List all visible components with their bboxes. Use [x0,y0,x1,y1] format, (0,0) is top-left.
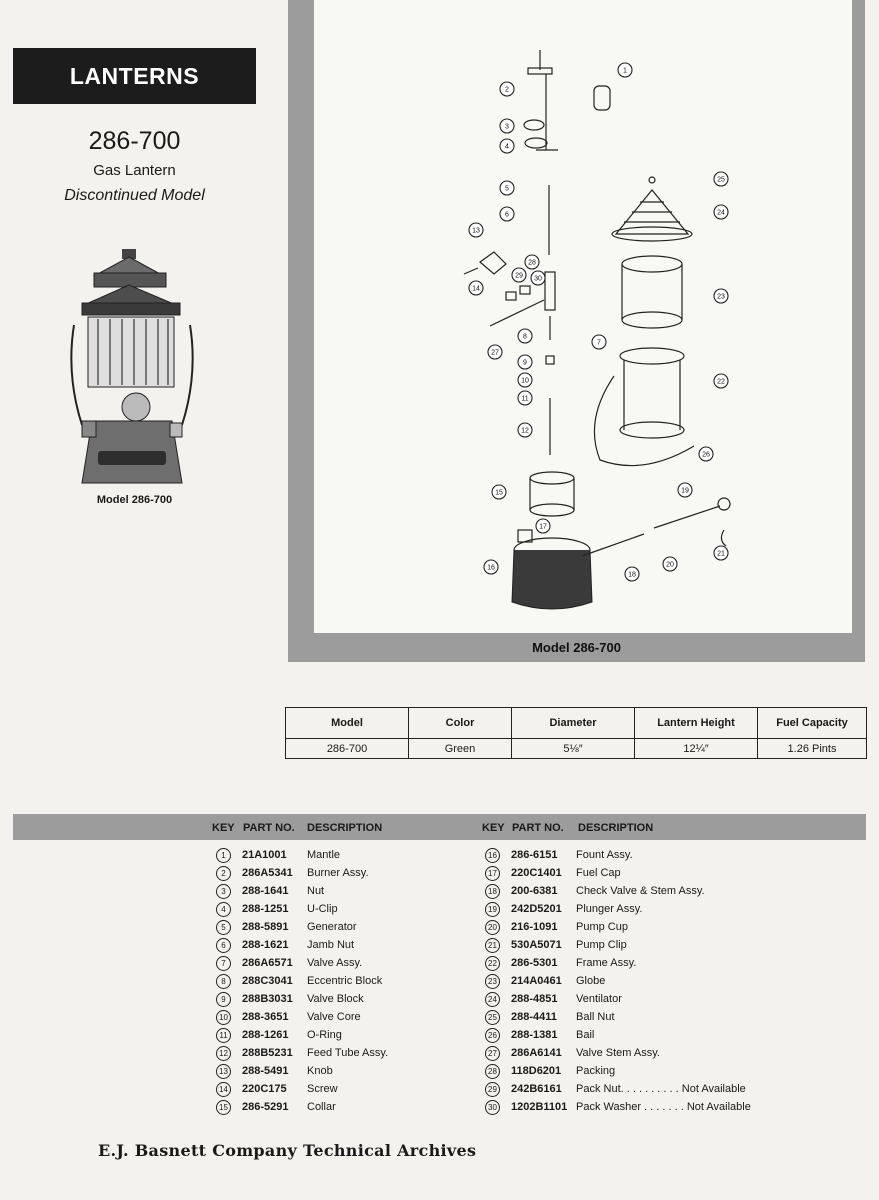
exploded-view-drawing [314,0,852,633]
part-key: 4 [216,902,231,917]
section-banner: LANTERNS [13,48,256,104]
part-key: 25 [485,1010,500,1025]
part-number: 286-5291 [242,1101,289,1113]
callout-29-number: 29 [515,272,523,280]
callout-7-number: 7 [597,339,601,347]
parts-header-key-left: KEY [212,822,235,834]
part-description: Bail [576,1029,595,1041]
specs-header-diameter: Diameter [512,708,635,739]
archive-credit: E.J. Basnett Company Technical Archives [98,1141,477,1160]
part-key: 8 [216,974,231,989]
callout-19-number: 19 [681,487,689,495]
callout-28-number: 28 [528,259,536,267]
callout-11-number: 11 [521,395,529,403]
part-number: 220C175 [242,1083,287,1095]
part-number: 288-3651 [242,1011,289,1023]
callout-3-number: 3 [505,123,509,131]
specs-header-row [286,708,867,739]
part-key: 21 [485,938,500,953]
callout-labels [469,63,728,581]
part-key: 5 [216,920,231,935]
part-row [485,936,825,954]
callout-27-number: 27 [491,349,499,357]
parts-header-bar [13,814,866,840]
model-number: 286-700 [88,127,181,155]
part-number: 216-1091 [511,921,558,933]
part-number: 214A0461 [511,975,562,987]
part-row [485,1044,825,1062]
part-number: 242D5201 [511,903,562,915]
specs-row [286,739,867,759]
parts-diagram-frame [288,0,865,662]
part-row [485,1080,825,1098]
part-description: Screw [307,1083,338,1095]
part-key: 9 [216,992,231,1007]
callout-10-number: 10 [521,377,529,385]
part-number: 288-5491 [242,1065,289,1077]
parts-diagram [314,0,852,633]
part-description: Pack Nut. . . . . . . . . . Not Available [576,1083,746,1095]
callout-20-number: 20 [666,561,674,569]
part-row [485,972,825,990]
callout-14-number: 14 [472,285,480,293]
callout-18-number: 18 [628,571,636,579]
parts-header-partno-right: PART NO. [512,822,564,834]
specs-capacity: 1.26 Pints [758,739,867,759]
part-description: Ventilator [576,993,622,1005]
part-number: 288-5891 [242,921,289,933]
callout-16-number: 16 [487,564,495,572]
part-row [485,864,825,882]
part-number: 288-1251 [242,903,289,915]
part-key: 22 [485,956,500,971]
part-row [485,1008,825,1026]
diagram-caption: Model 286-700 [532,640,621,655]
part-number: 286-5301 [511,957,558,969]
part-description: Generator [307,921,357,933]
lantern-caption: Model 286-700 [96,494,173,506]
part-description: Pump Cup [576,921,628,933]
specs-header-color: Color [409,708,512,739]
part-number: 286-6151 [511,849,558,861]
parts-header-desc-right: DESCRIPTION [578,822,654,834]
part-number: 288-1621 [242,939,289,951]
part-key: 3 [216,884,231,899]
part-description: Frame Assy. [576,957,637,969]
parts-header-desc-left: DESCRIPTION [307,822,383,834]
part-row [485,954,825,972]
part-description: Feed Tube Assy. [307,1047,389,1059]
part-number: 286A6571 [242,957,293,969]
part-number: 220C1401 [511,867,562,879]
part-description: Pump Clip [576,939,627,951]
lantern-illustration [62,245,202,495]
part-key: 11 [216,1028,231,1043]
part-number: 288B3031 [242,993,293,1005]
part-key: 12 [216,1046,231,1061]
callout-5-number: 5 [505,185,509,193]
part-key: 20 [485,920,500,935]
part-number: 288-1641 [242,885,289,897]
part-key: 7 [216,956,231,971]
callout-4-number: 4 [505,143,509,151]
part-description: O-Ring [307,1029,342,1041]
part-row [485,918,825,936]
part-key: 28 [485,1064,500,1079]
part-key: 13 [216,1064,231,1079]
callout-2-number: 2 [505,86,509,94]
part-key: 23 [485,974,500,989]
part-description: Fount Assy. [576,849,633,861]
callout-12-number: 12 [521,427,529,435]
part-key: 18 [485,884,500,899]
part-row [485,1098,825,1116]
callout-24-number: 24 [717,209,725,217]
callout-26-number: 26 [702,451,710,459]
part-description: Valve Stem Assy. [576,1047,660,1059]
parts-header-partno-left: PART NO. [243,822,295,834]
part-description: Valve Assy. [307,957,363,969]
part-key: 17 [485,866,500,881]
part-number: 288-4851 [511,993,558,1005]
part-key: 16 [485,848,500,863]
part-number: 530A5071 [511,939,562,951]
part-key: 6 [216,938,231,953]
part-key: 19 [485,902,500,917]
part-number: 1202B1101 [511,1101,568,1113]
part-row [485,846,825,864]
callout-6-number: 6 [505,211,509,219]
part-row [485,990,825,1008]
part-key: 14 [216,1082,231,1097]
part-number: 288-1261 [242,1029,289,1041]
specs-header-model: Model [286,708,409,739]
model-status: Discontinued Model [64,187,205,204]
part-description: Globe [576,975,606,987]
part-description: Nut [307,885,325,897]
part-description: Knob [307,1065,333,1077]
part-key: 15 [216,1100,231,1115]
part-number: 21A1001 [242,849,287,861]
model-type: Gas Lantern [93,162,176,179]
part-description: Packing [576,1065,616,1077]
part-description: Valve Core [307,1011,361,1023]
part-key: 27 [485,1046,500,1061]
callout-21-number: 21 [717,550,725,558]
specs-color: Green [409,739,512,759]
part-description: Valve Block [307,993,364,1005]
part-key: 1 [216,848,231,863]
part-description: U-Clip [307,903,338,915]
part-number: 288C3041 [242,975,293,987]
callout-30-number: 30 [534,275,542,283]
part-number: 200-6381 [511,885,558,897]
specs-diameter: 5⅛″ [512,739,635,759]
part-description: Plunger Assy. [576,903,643,915]
part-key: 2 [216,866,231,881]
callout-13-number: 13 [472,227,480,235]
part-number: 286A5341 [242,867,293,879]
part-description: Mantle [307,849,341,861]
callout-9-number: 9 [523,359,527,367]
part-row [485,1026,825,1044]
part-number: 118D6201 [511,1065,562,1077]
part-description: Burner Assy. [307,867,369,879]
part-description: Check Valve & Stem Assy. [576,885,705,897]
callout-1-number: 1 [623,67,627,75]
part-row [485,882,825,900]
callout-15-number: 15 [495,489,503,497]
specs-table [285,707,867,759]
part-description: Jamb Nut [307,939,355,951]
part-number: 286A6141 [511,1047,562,1059]
part-key: 24 [485,992,500,1007]
specs-model: 286-700 [286,739,409,759]
part-key: 29 [485,1082,500,1097]
callout-22-number: 22 [717,378,725,386]
part-description: Fuel Cap [576,867,621,879]
part-row [485,1062,825,1080]
callout-8-number: 8 [523,333,527,341]
part-description: Pack Washer . . . . . . . Not Available [576,1101,751,1113]
part-description: Eccentric Block [307,975,383,987]
part-number: 288-1381 [511,1029,558,1041]
part-key: 10 [216,1010,231,1025]
part-number: 242B6161 [511,1083,562,1095]
callout-17-number: 17 [539,523,547,531]
part-row [485,900,825,918]
part-description: Collar [307,1101,336,1113]
specs-header-capacity: Fuel Capacity [758,708,867,739]
part-number: 288-4411 [511,1011,557,1023]
parts-list-right [485,846,825,1116]
part-key: 26 [485,1028,500,1043]
callout-23-number: 23 [717,293,725,301]
part-key: 30 [485,1100,500,1115]
parts-header-key-right: KEY [482,822,505,834]
callout-25-number: 25 [717,176,725,184]
part-description: Ball Nut [576,1011,615,1023]
specs-header-height: Lantern Height [635,708,758,739]
part-number: 288B5231 [242,1047,293,1059]
specs-height: 12¼″ [635,739,758,759]
